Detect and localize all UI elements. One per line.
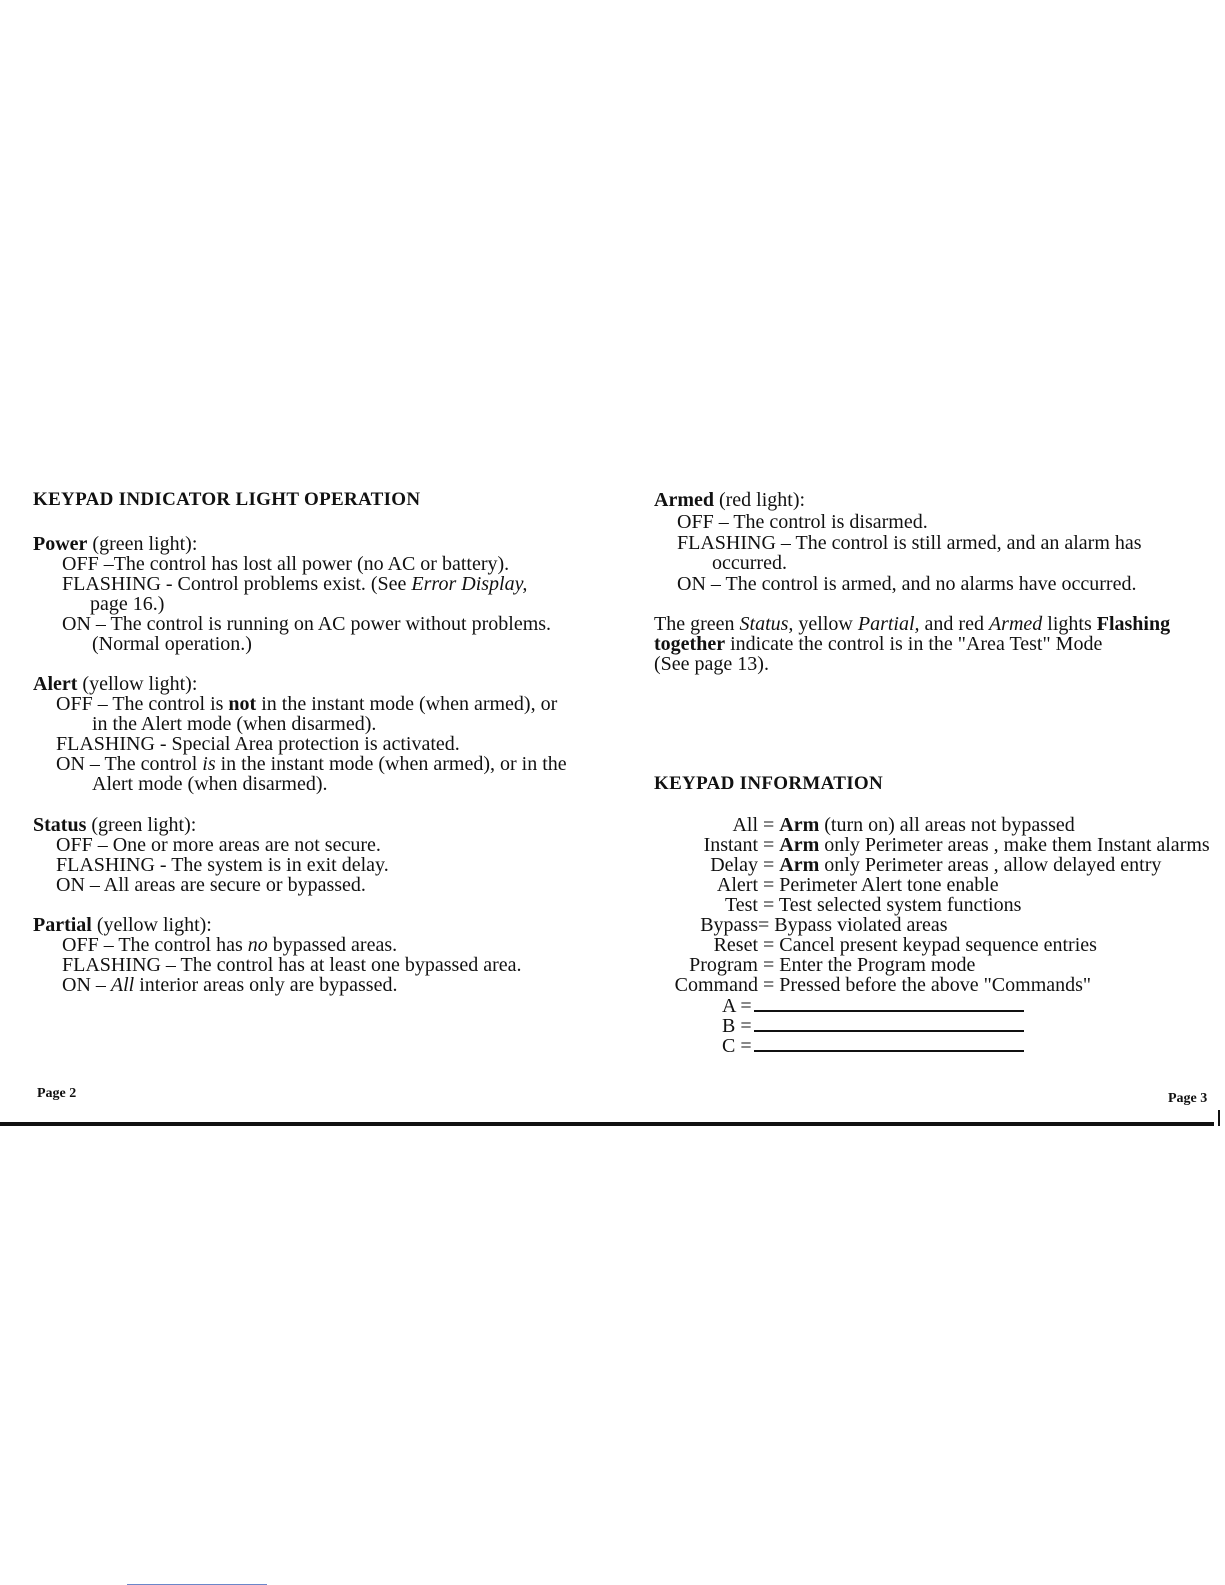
status-flashing: FLASHING - The system is in exit delay. <box>56 854 389 876</box>
blank-line-a[interactable] <box>722 996 1024 1016</box>
command-desc: Bypass violated areas <box>774 914 948 936</box>
note-text-1: The green <box>654 613 740 635</box>
command-desc: only Perimeter areas , make them Instant alarms <box>819 834 1210 856</box>
command-row-command <box>646 975 1210 995</box>
status-color: (green light): <box>91 814 197 836</box>
command-desc: Cancel present keypad sequence entries <box>779 934 1097 956</box>
command-eq: = <box>758 814 780 836</box>
note-armed: Armed <box>988 613 1043 635</box>
partial-on-italic: All <box>110 974 135 996</box>
armed-color: (red light): <box>718 489 806 511</box>
power-on: ON – The control is running on AC power without problems. <box>62 613 552 635</box>
blank-line-b[interactable] <box>722 1016 1024 1036</box>
alert-flashing: FLASHING - Special Area protection is activated. <box>56 733 460 755</box>
alert-on-italic: is <box>202 753 216 775</box>
partial-on-text: ON – <box>62 974 111 996</box>
status-on: ON – All areas are secure or bypassed. <box>56 874 366 896</box>
note-flashing: Flashing <box>1096 613 1171 635</box>
command-bold: Arm <box>779 834 820 856</box>
alert-on-rest: in the instant mode (when armed), or in the <box>215 753 567 775</box>
command-eq: = <box>758 854 780 876</box>
armed-on: ON – The control is armed, and no alarms have occurred. <box>677 573 1137 595</box>
command-desc: Pressed before the above "Commands" <box>779 974 1092 996</box>
note-text-5: indicate the control is in the "Area Test" Mode <box>725 633 1103 655</box>
command-key: Instant <box>703 834 758 856</box>
alert-off-text: OFF – The control is <box>56 693 229 715</box>
command-row-bypass <box>646 915 1210 935</box>
command-row-instant <box>646 835 1210 855</box>
partial-heading <box>33 915 212 935</box>
command-eq: = <box>758 974 780 996</box>
power-on-note: (Normal operation.) <box>92 633 252 655</box>
blank-label-b: B = <box>722 1015 752 1037</box>
alert-off-rest: in the instant mode (when armed), or <box>256 693 558 715</box>
bottom-rule <box>0 1122 1214 1126</box>
blank-field-b[interactable] <box>754 1016 1024 1032</box>
commands-list <box>646 815 1210 995</box>
armed-heading <box>654 490 805 510</box>
command-row-reset <box>646 935 1210 955</box>
partial-flashing: FLASHING – The control has at least one bypassed area. <box>62 954 522 976</box>
alert-color: (yellow light): <box>82 673 198 695</box>
command-eq: = <box>758 934 780 956</box>
blank-field-c[interactable] <box>754 1036 1024 1052</box>
command-key: Program <box>689 954 758 976</box>
area-test-note-line3: (See page 13). <box>654 653 769 675</box>
alert-on-line2: Alert mode (when disarmed). <box>92 773 328 795</box>
command-row-test <box>646 895 1210 915</box>
blank-label-a: A = <box>722 995 752 1017</box>
command-key: Alert <box>716 874 758 896</box>
area-test-note-line1 <box>654 614 1170 634</box>
blank-field-a[interactable] <box>754 996 1024 1012</box>
partial-on-rest: interior areas only are bypassed. <box>134 974 398 996</box>
command-bold: Arm <box>779 854 820 876</box>
status-heading <box>33 815 196 835</box>
alert-off-bold: not <box>228 693 257 715</box>
alert-on <box>56 754 567 774</box>
note-text-4: lights <box>1042 613 1097 635</box>
power-flashing-text: FLASHING - Control problems exist. (See <box>62 573 412 595</box>
keypad-information-title: KEYPAD INFORMATION <box>654 773 883 794</box>
bottom-rule-tick <box>1218 1110 1220 1126</box>
command-key: Bypass <box>700 914 758 936</box>
command-key: Delay <box>710 854 758 876</box>
command-desc: Test selected system functions <box>778 894 1022 916</box>
blank-label-c: C = <box>722 1035 752 1057</box>
alert-label: Alert <box>33 673 78 695</box>
partial-on <box>62 975 397 995</box>
alert-off-line2: in the Alert mode (when disarmed). <box>92 713 377 735</box>
note-text-2: yellow <box>793 613 858 635</box>
error-display-ref: Error Display, <box>411 573 528 595</box>
partial-off-text: OFF – The control has <box>62 934 248 956</box>
partial-color: (yellow light): <box>96 914 212 936</box>
command-key: All <box>732 814 758 836</box>
power-off: OFF –The control has lost all power (no AC or battery). <box>62 553 510 575</box>
command-key: Test <box>724 894 758 916</box>
page-number-right: Page 3 <box>1168 1091 1208 1106</box>
command-eq: = <box>758 894 779 916</box>
armed-off: OFF – The control is disarmed. <box>677 511 928 533</box>
partial-off <box>62 935 397 955</box>
alert-heading <box>33 674 197 694</box>
command-desc: Enter the Program mode <box>779 954 976 976</box>
command-eq: = <box>758 954 780 976</box>
command-row-program <box>646 955 1210 975</box>
command-eq: = <box>758 834 780 856</box>
power-flashing-page: page 16.) <box>90 593 165 615</box>
power-heading <box>33 534 197 554</box>
power-color: (green light): <box>92 533 198 555</box>
area-test-note-line2 <box>654 634 1102 654</box>
command-key: Command <box>674 974 758 996</box>
armed-label: Armed <box>654 489 714 511</box>
command-row-alert <box>646 875 1210 895</box>
status-off: OFF – One or more areas are not secure. <box>56 834 381 856</box>
command-desc: Perimeter Alert tone enable <box>779 874 999 896</box>
note-status: Status, <box>739 613 794 635</box>
armed-flashing: FLASHING – The control is still armed, and an alarm has <box>677 532 1142 554</box>
command-bold: Arm <box>779 814 820 836</box>
note-partial: Partial, <box>857 613 920 635</box>
command-row-all <box>646 815 1210 835</box>
command-row-delay <box>646 855 1210 875</box>
status-label: Status <box>33 814 87 836</box>
left-page-title: KEYPAD INDICATOR LIGHT OPERATION <box>33 489 421 510</box>
partial-off-italic: no <box>247 934 268 956</box>
power-flashing <box>62 574 527 594</box>
power-label: Power <box>33 533 88 555</box>
command-key: Reset <box>713 934 758 956</box>
command-desc: only Perimeter areas , allow delayed entry <box>819 854 1162 876</box>
armed-flashing-line2: occurred. <box>712 552 787 574</box>
command-desc: (turn on) all areas not bypassed <box>819 814 1075 836</box>
alert-off <box>56 694 557 714</box>
command-eq: = <box>758 914 775 936</box>
command-eq: = <box>758 874 780 896</box>
note-together: together <box>654 633 726 655</box>
blank-line-c[interactable] <box>722 1036 1024 1056</box>
partial-off-rest: bypassed areas. <box>267 934 398 956</box>
alert-on-text: ON – The control <box>56 753 203 775</box>
page-number-left: Page 2 <box>37 1086 77 1101</box>
partial-label: Partial <box>33 914 92 936</box>
note-text-3: and red <box>919 613 989 635</box>
